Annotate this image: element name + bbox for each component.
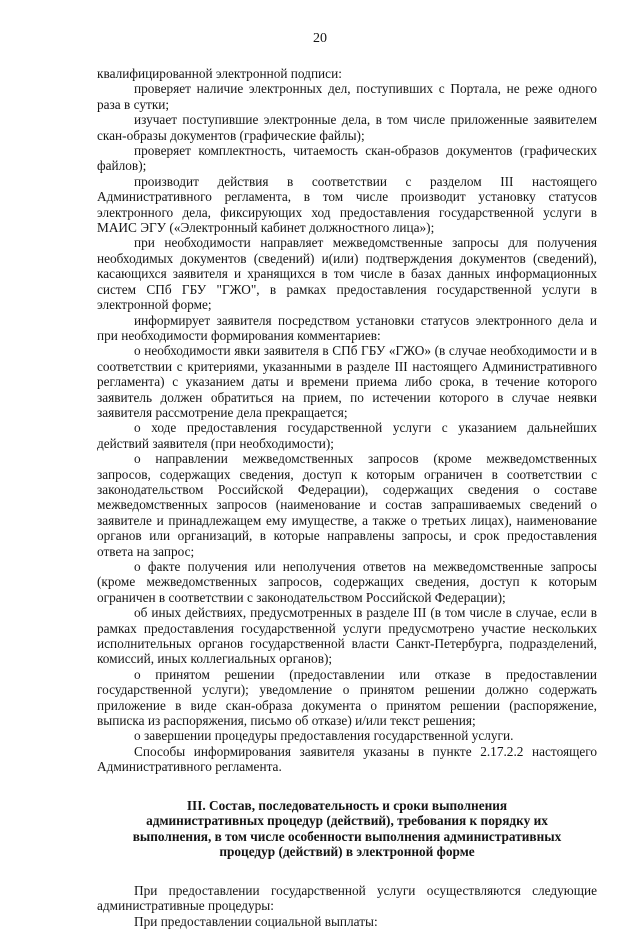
paragraph: о направлении межведомственных запросов (кроме межведомственных запросов, содержащих сведения, доступ к которым ограничен в соответствии с законодательством Российской Федерации), содержащих сведения о составе межведомственных запросов (наименование и состав запрашиваемых сведений о заявителе и принадлежащем ему имуществе, а также о третьих лицах), наименование органов или организаций, в которые направлены запросы, и срок предоставления ответа на запрос; — [97, 451, 597, 559]
page-number: 20 — [313, 31, 327, 46]
paragraph: о ходе предоставления государственной услуги с указанием дальнейших действий заявителя (при необходимости); — [97, 420, 597, 451]
paragraph: о принятом решении (предоставлении или отказе в предоставлении государственной услуги); уведомление о принятом решении должно содержать приложение в виде скан-образа документа о принятом решении (распоряжение, выписка из распоряжения, письмо об отказе) и/или текст решения; — [97, 666, 597, 729]
paragraph: При предоставлении государственной услуги осуществляются следующие административные процедуры: — [97, 883, 597, 914]
paragraph: проверяет наличие электронных дел, поступивших с Портала, не реже одного раза в сутки; — [97, 81, 597, 112]
paragraph: о факте получения или неполучения ответов на межведомственные запросы (кроме межведомственных запросов, содержащих сведения, доступ к которым ограничен в соответствии с законодательством Российской Федерации); — [97, 559, 597, 605]
paragraph: о завершении процедуры предоставления государственной услуги. — [134, 728, 514, 744]
paragraph: информирует заявителя посредством установки статусов электронного дела и при необходимости формирования комментариев: — [97, 312, 597, 343]
paragraph: изучает поступившие электронные дела, в том числе приложенные заявителем скан-образы документов (графические файлы); — [97, 112, 597, 143]
paragraph-list — [97, 883, 597, 929]
paragraph: При предоставлении социальной выплаты: — [134, 913, 378, 929]
paragraph: производит действия в соответствии с разделом III настоящего Административного регламента, в том числе производит установку статусов электронного дела, фиксирующих ход предоставления государственной услуги в МАИС ЭГУ («Электронный кабинет должностного лица»); — [97, 173, 597, 236]
paragraph: квалифицированной электронной подписи: — [97, 66, 342, 81]
paragraph: при необходимости направляет межведомственные запросы для получения необходимых документов (сведений) и(или) подтверждения документов (сведений), касающихся заявителя и хранящихся в том числе в базах данных информационных систем СПб ГБУ "ГЖО", в рамках предоставления государственной услуги в электронной форме; — [97, 235, 597, 313]
paragraph-list — [97, 66, 597, 775]
paragraph: об иных действиях, предусмотренных в разделе III (в том числе в случае, если в рамках предоставления государственной услуги предусмотрено участие нескольких исполнительных органов государственной власти Санкт-Петербурга, подразделений, комиссий, иных коллегиальных органов); — [97, 605, 597, 667]
paragraph: Способы информирования заявителя указаны в пункте 2.17.2.2 настоящего Административного регламента. — [97, 743, 597, 775]
paragraph: о необходимости явки заявителя в СПб ГБУ «ГЖО» (в случае необходимости и в соответствии с критериями, указанными в разделе III настоящего Административного регламента) с указанием даты и времени приема либо срока, в течение которого заявитель должен обратиться на прием, по истечении которого в случае неявки заявителя рассмотрение дела прекращается; — [97, 343, 597, 420]
document-body — [97, 66, 597, 929]
paragraph: проверяет комплектность, читаемость скан-образов документов (графических файлов); — [97, 143, 597, 174]
section-heading: III. Состав, последовательность и сроки выполнения административных процедур (действий), требования к порядку их выполнения, в том числе особенности выполнения административных процедур (действий) в электронной форме — [132, 797, 562, 860]
